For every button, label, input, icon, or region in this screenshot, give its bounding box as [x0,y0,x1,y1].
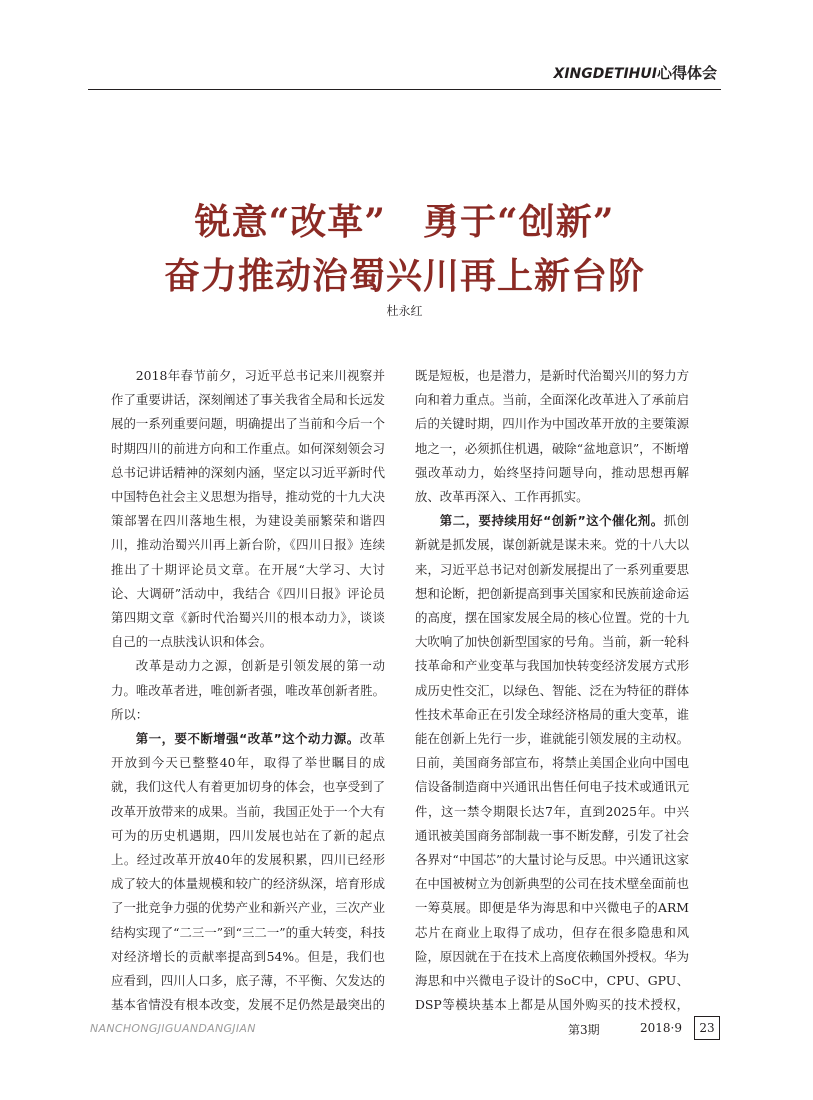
section-header-en: XINGDETIHUI [553,66,657,82]
left-column [111,364,385,1022]
paragraph-body: 改革开放到今天已整整40年，取得了举世瞩目的成就，我们这代人有着更加切身的体会，也享受到了改革开放带来的成果。当前，我国正处于一个大有可为的历史机遇期，四川发展也站在了新的起点上。经过改革开放40年的发展积累，四川已经形成了较大的体量规模和较广的经济纵深，培育形成了一批竞争力强的优势产业和新兴产业，三次产业结构实现了“二三一”到“三二一”的重大转变，科技对经济增长的贡献率提高到54%。但是，我们也应看到，四川人口多，底子薄，不平衡、欠发达的基本省情没有根本改变，发展不足仍然是最突出的 [111,731,385,1013]
paragraph: 2018年春节前夕，习近平总书记来川视察并作了重要讲话，深刻阐述了事关我省全局和长远发展的一系列重要问题，明确提出了当前和今后一个时期四川的前进方向和工作重点。如何深刻领会习总书记讲话精神的深刻内涵，坚定以习近平新时代中国特色社会主义思想为指导，推动党的十九大决策部署在四川落地生根，为建设美丽繁荣和谐四川，推动治蜀兴川再上新台阶，《四川日报》连续推出了十期评论员文章。在开展“大学习、大讨论、大调研”活动中，我结合《四川日报》评论员第四期文章《新时代治蜀兴川的根本动力》，谈谈自己的一点肤浅认识和体会。 [111,368,385,650]
paragraph-lead: 第一，要不断增强“改革”这个动力源。 [135,731,360,747]
section-header-cn: 心得体会 [656,64,717,82]
article-title-line2: 奋力推动治蜀兴川再上新台阶 [163,255,645,297]
paragraph-body: 抓创新就是抓发展，谋创新就是谋未来。党的十八大以来，习近平总书记对创新发展提出了一系列重要思想和论断，把创新提高到事关国家和民族前途命运的高度，摆在国家发展全局的核心位置。党的十九大吹响了加快创新型国家的号角。当前，新一轮科技革命和产业变革与我国加快转变经济发展方式形成历史性交汇，以绿色、智能、泛在为特征的群体性技术革命正在引发全球经济格局的重大变革，谁能在创新上先行一步，谁就能引领发展的主动权。日前，美国商务部宣布，将禁止美国企业向中国电信设备制造商中兴通讯出售任何电子技术或通讯元件，这一禁令期限长达7年，直到2025年。中兴通讯被美国商务部制裁一事不断发酵，引发了社会各界对“中国芯”的大量讨论与反思。中兴通讯这家在中国被树立为创新典型的公司在技术壁垒面前也一筹莫展。即便是华为海思和中兴微电子的ARM芯片在商业上取得了成功，但存在很多隐患和风险，原因就在于在技术上高度依赖国外授权。华为海思和中兴微电子设计的SoC中，CPU、GPU、DSP等模块基本上都是从国外购买的技术授权， [415,513,689,1013]
paragraph [111,727,385,1022]
section-header [554,62,717,83]
article-author: 杜永红 [386,304,423,318]
page-number: 23 [694,1016,720,1040]
paragraph: 改革是动力之源，创新是引领发展的第一动力。唯改革者进，唯创新者强，唯改革创新者胜。所以： [111,658,385,722]
footer-issue: 第3期 [568,1023,600,1037]
footer-date: 2018·9 [640,1021,682,1035]
paragraph-lead: 第二，要持续用好“创新”这个催化剂。 [439,513,664,529]
paragraph: 既是短板，也是潜力，是新时代治蜀兴川的努力方向和着力重点。当前，全面深化改革进入了承前启后的关键时期，四川作为中国改革开放的主要策源地之一，必须抓住机遇，破除“盆地意识”，不断增强改革动力，始终坚持问题导向，推动思想再解放、改革再深入、工作再抓实。 [415,368,689,505]
paragraph [415,509,689,1022]
header-divider [88,89,721,90]
article-title-line1: 锐意“改革” 勇于“创新” [194,201,615,243]
footer-journal-name: NANCHONGJIGUANDANGJIAN [90,1022,256,1035]
right-column [415,364,689,1022]
